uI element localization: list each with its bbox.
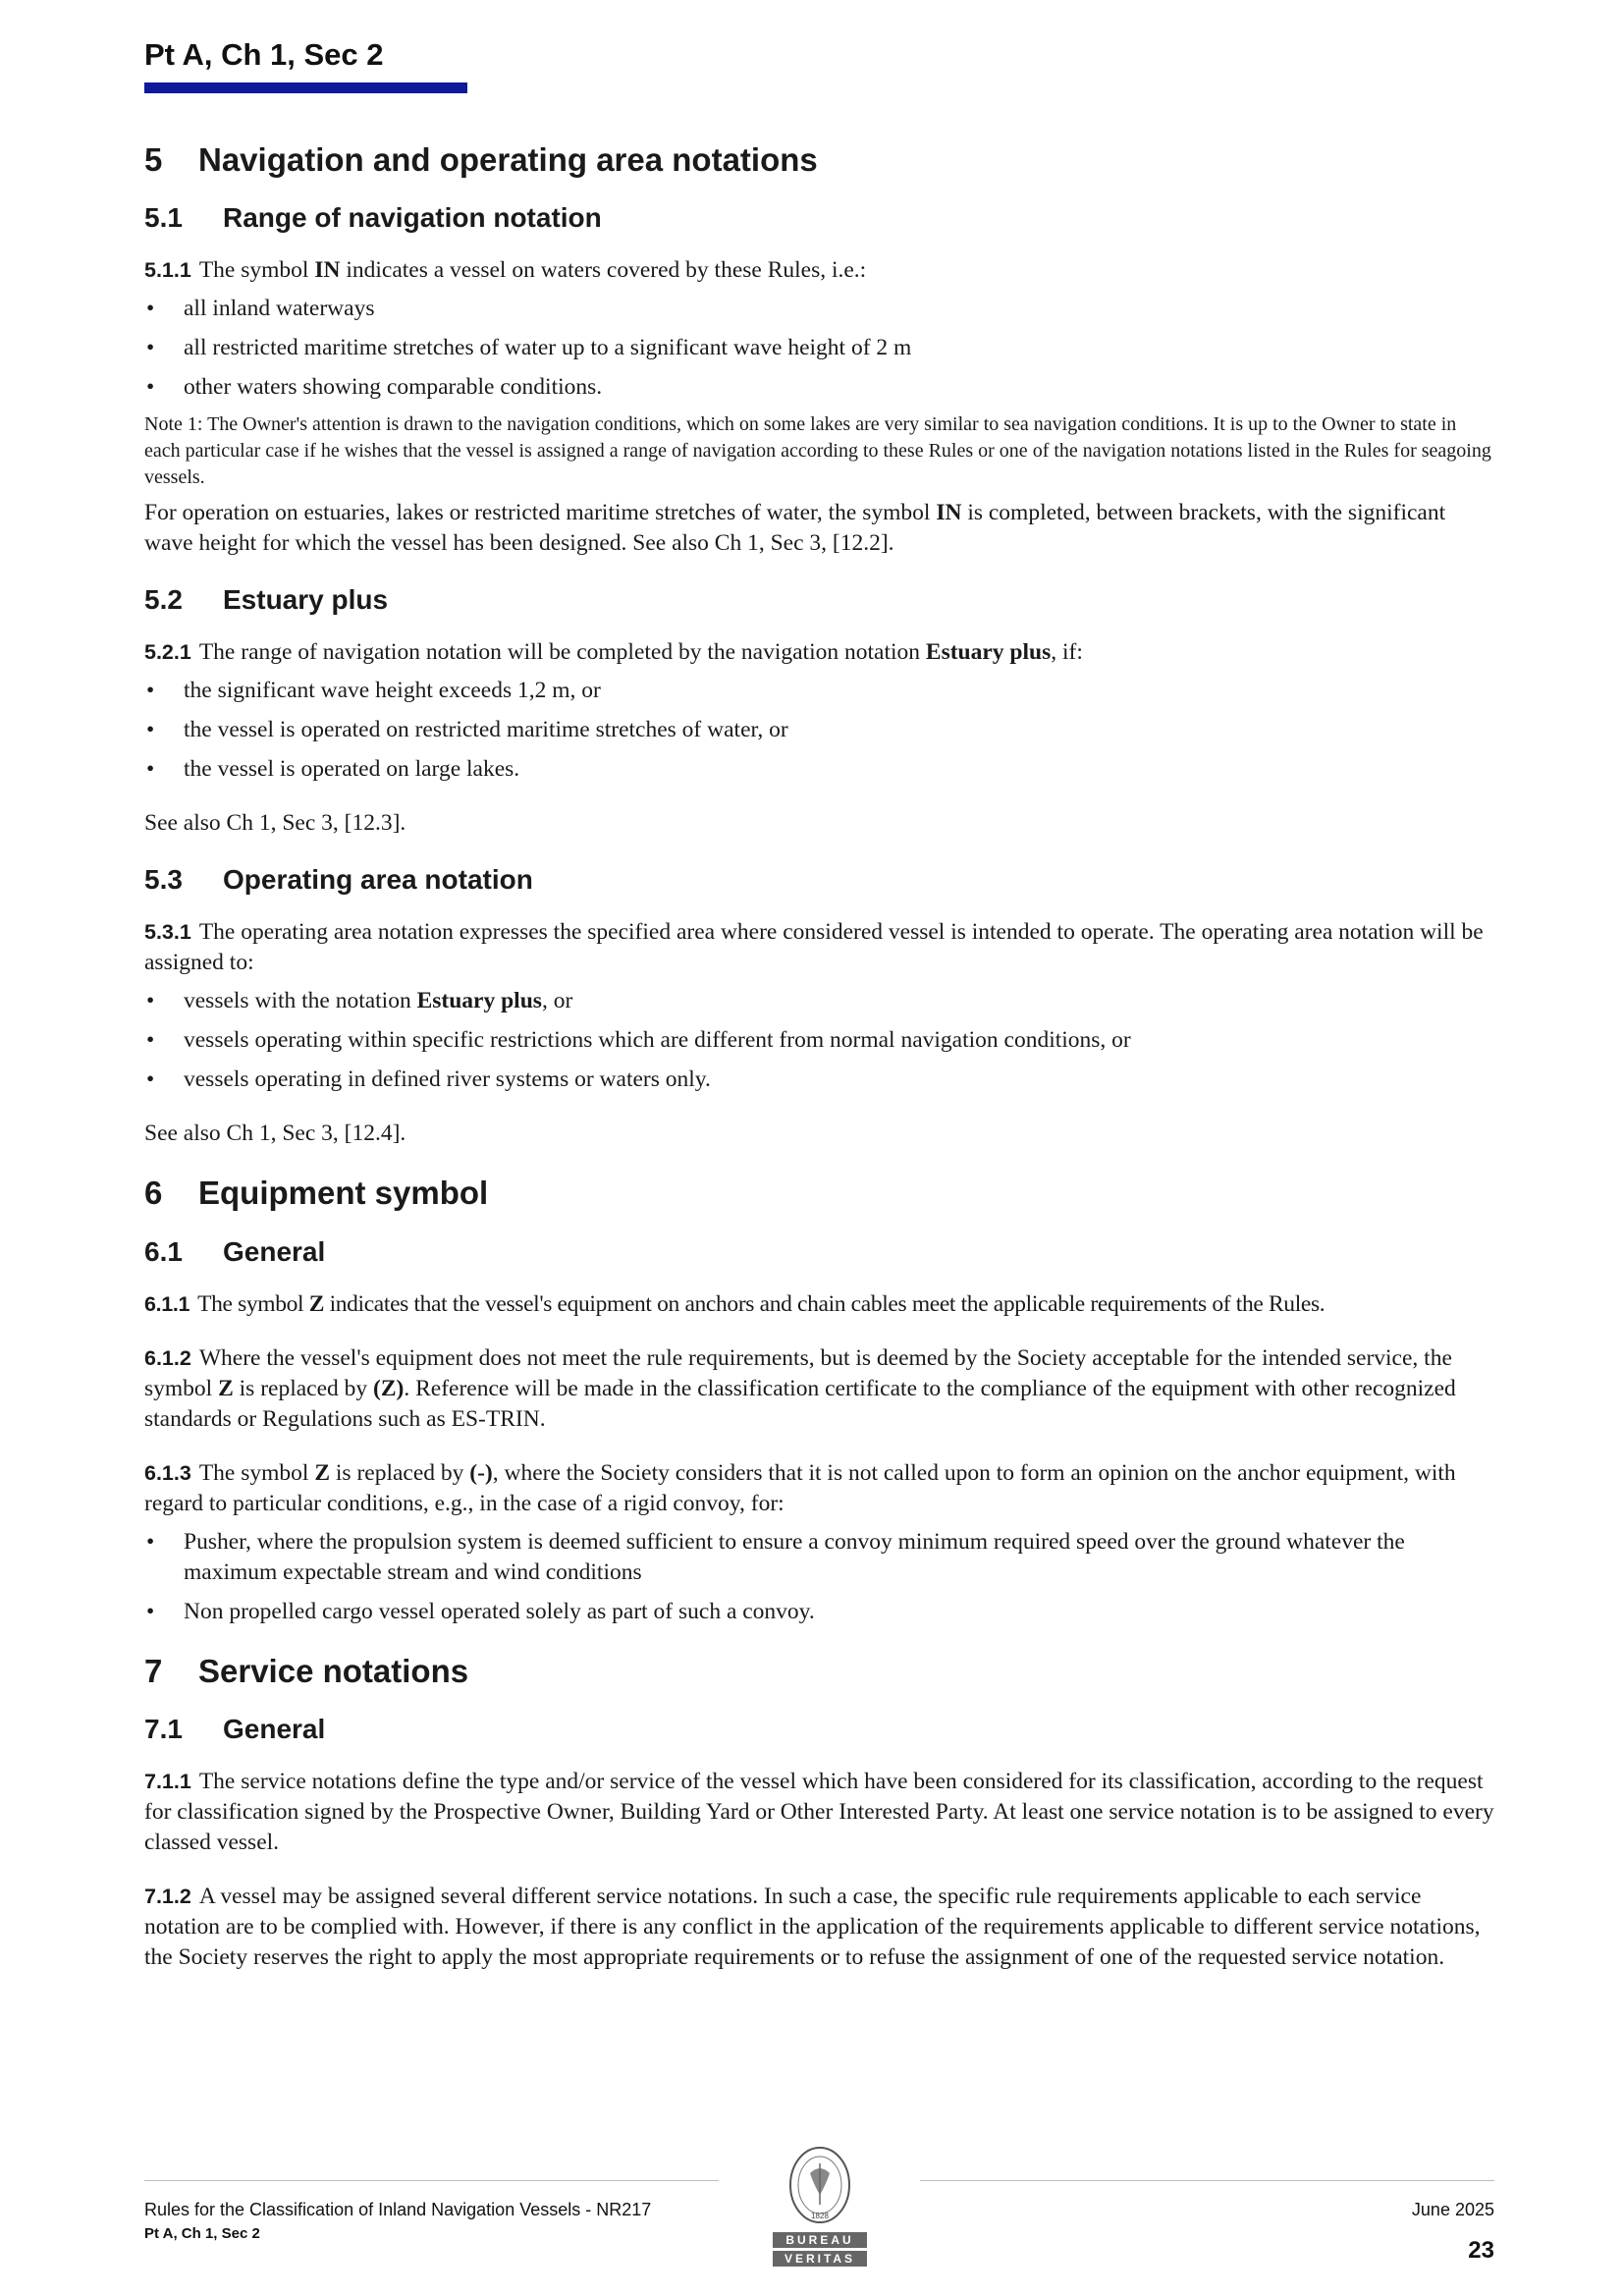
paragraph-number: 6.1.2 (144, 1345, 191, 1370)
subsection-title: General (223, 1713, 326, 1744)
paragraph-5-1-1 (144, 255, 1494, 286)
notation-estuary-plus: Estuary plus (416, 988, 542, 1014)
list-item: • all restricted maritime stretches of water up to a significant wave height of 2 m (144, 333, 1494, 363)
subsection-5-2-heading (144, 582, 1494, 617)
paragraph-6-1-3 (144, 1458, 1494, 1519)
text: , or (541, 988, 573, 1014)
subsection-title: Operating area notation (223, 864, 533, 896)
paragraph-7-1-1 (144, 1767, 1494, 1858)
text: , if: (1051, 639, 1083, 666)
see-also-5-2: See also Ch 1, Sec 3, [12.3]. (144, 810, 406, 837)
subsection-5-1-heading (144, 200, 1494, 235)
see-also-5-3: See also Ch 1, Sec 3, [12.4]. (144, 1121, 406, 1147)
page-content (144, 139, 1494, 1981)
bullet-list-6-1-3 (144, 1527, 1494, 1627)
text: vessels with the notation (184, 988, 417, 1014)
section-title: Equipment symbol (198, 1175, 489, 1212)
paragraph-number: 6.1.1 (144, 1291, 190, 1316)
symbol-dash-bracketed: (-) (469, 1459, 493, 1486)
bullet-list-5-3-1 (144, 986, 1494, 1095)
paragraph-5-2-1 (144, 637, 1494, 668)
subsection-title: Estuary plus (223, 584, 389, 616)
paragraph-number: 6.1.3 (144, 1460, 191, 1485)
section-6-heading (144, 1173, 1494, 1213)
section-number: 6 (144, 1175, 163, 1212)
section-7-heading (144, 1651, 1494, 1691)
running-head: Pt A, Ch 1, Sec 2 (144, 37, 384, 72)
bureau-veritas-logo-icon (771, 2144, 869, 2271)
subsection-7-1-heading (144, 1712, 1494, 1746)
symbol-z: Z (218, 1375, 234, 1401)
symbol-z: Z (308, 1290, 325, 1317)
list-item: • the vessel is operated on restricted maritime stretches of water, or (144, 715, 1494, 745)
paragraph-number: 7.1.2 (144, 1884, 191, 1908)
footer-section-ref: Pt A, Ch 1, Sec 2 (144, 2225, 260, 2242)
note-1: Note 1: The Owner's attention is drawn to the navigation conditions, which on some lakes are very similar to sea navigation conditions. It is up to the Owner to state in each particular case if he wishes that the vessel is assigned a range of navigation according to these Rules or one of the navigation notations listed in the Rules for seagoing vessels. (144, 413, 1491, 489)
text: Where the vessel's equipment does not meet the rule requirements, but is deemed by the Society acceptable for the intended service, the symbol (144, 1344, 1452, 1401)
list-item: • the significant wave height exceeds 1,2 m, or (144, 676, 1494, 706)
text: is replaced by (330, 1459, 470, 1486)
text: indicates that the vessel's equipment on anchors and chain cables meet the applicable requirements of the Rules. (324, 1290, 1325, 1317)
symbol-z-bracketed: (Z) (373, 1375, 405, 1401)
text: , where the Society considers that it is not called upon to form an opinion on the anchor equipment, with regard to particular conditions, e.g., in the case of a rigid convoy, for: (144, 1459, 1456, 1516)
subsection-number: 5.2 (144, 584, 183, 616)
paragraph-5-1-estuaries (144, 498, 1494, 559)
subsection-5-3-heading (144, 862, 1494, 897)
list-item: • all inland waterways (144, 294, 1494, 324)
section-number: 7 (144, 1652, 163, 1689)
notation-estuary-plus: Estuary plus (925, 639, 1052, 666)
text: The service notations define the type and/or service of the vessel which have been considered for its classification, according to the request for classification signed by the Prospective Owner, Building Yard or Other Interested Party. At least one service notation is to be assigned to every classed vessel. (144, 1768, 1494, 1855)
list-item (144, 986, 1494, 1016)
subsection-title: Range of navigation notation (223, 202, 602, 234)
text: . Reference will be made in the classification certificate to the compliance of the equipment with other recognized standards or Regulations such as ES-TRIN. (144, 1375, 1456, 1432)
section-5-heading (144, 139, 1494, 180)
footer-divider-right (920, 2180, 1494, 2181)
paragraph-number: 5.1.1 (144, 258, 191, 283)
subsection-number: 5.3 (144, 864, 183, 896)
section-number: 5 (144, 141, 163, 178)
text: is completed, between brackets, with the significant wave height for which the vessel has been designed. See also Ch 1, Sec 3, [12.2]. (144, 500, 1446, 557)
text: is replaced by (233, 1375, 374, 1401)
paragraph-6-1-1 (144, 1289, 1494, 1320)
bullet-list-5-1-1 (144, 294, 1494, 403)
text: For operation on estuaries, lakes or restricted maritime stretches of water, the symbol (144, 500, 937, 526)
paragraph-number: 7.1.1 (144, 1769, 191, 1793)
list-item: • Non propelled cargo vessel operated solely as part of such a convoy. (144, 1597, 1494, 1627)
subsection-title: General (223, 1235, 326, 1267)
text: The symbol (198, 257, 315, 284)
text: The range of navigation notation will be completed by the navigation notation (198, 639, 926, 666)
list-item: • vessels operating in defined river systems or waters only. (144, 1065, 1494, 1095)
text: The operating area notation expresses the specified area where considered vessel is intended to operate. The operating area notation will be assigned to: (144, 919, 1484, 976)
text: A vessel may be assigned several different service notations. In such a case, the specific rule requirements applicable to each service notation are to be complied with. However, if there is any conflict in the application of the requirements applicable to different service notations, the Society reserves the right to apply the most appropriate requirements or to refuse the assignment of one of the requested service notation. (144, 1883, 1481, 1970)
header-accent-bar (144, 82, 467, 93)
logo-word-bureau: BUREAU (785, 2233, 854, 2247)
bullet-list-5-2-1 (144, 676, 1494, 785)
list-item: • the vessel is operated on large lakes. (144, 754, 1494, 785)
text: The symbol (197, 1290, 309, 1317)
subsection-6-1-heading (144, 1234, 1494, 1269)
subsection-number: 7.1 (144, 1713, 183, 1744)
logo-year: 1828 (811, 2212, 829, 2220)
footer-divider-left (144, 2180, 719, 2181)
page-number: 23 (1468, 2237, 1494, 2264)
list-item: • Pusher, where the propulsion system is deemed sufficient to ensure a convoy minimum required speed over the ground whatever the maximum expectable stream and wind conditions (144, 1527, 1494, 1588)
paragraph-6-1-2 (144, 1343, 1494, 1435)
symbol-in: IN (314, 257, 341, 284)
logo-word-veritas: VERITAS (784, 2252, 856, 2266)
section-title: Service notations (198, 1652, 469, 1689)
paragraph-number: 5.3.1 (144, 920, 191, 945)
text: indicates a vessel on waters covered by these Rules, i.e.: (340, 257, 867, 284)
symbol-z: Z (314, 1459, 331, 1486)
symbol-in: IN (936, 500, 962, 526)
footer-date: June 2025 (1411, 2200, 1494, 2219)
list-item: • other waters showing comparable conditions. (144, 372, 1494, 403)
paragraph-5-3-1 (144, 917, 1494, 978)
paragraph-number: 5.2.1 (144, 640, 191, 665)
section-title: Navigation and operating area notations (198, 141, 818, 178)
text: The symbol (198, 1459, 315, 1486)
subsection-number: 5.1 (144, 202, 183, 234)
list-item: • vessels operating within specific restrictions which are different from normal navigation conditions, or (144, 1025, 1494, 1056)
footer-document-title: Rules for the Classification of Inland Navigation Vessels - NR217 (144, 2200, 652, 2219)
paragraph-7-1-2 (144, 1882, 1494, 1973)
subsection-number: 6.1 (144, 1235, 183, 1267)
